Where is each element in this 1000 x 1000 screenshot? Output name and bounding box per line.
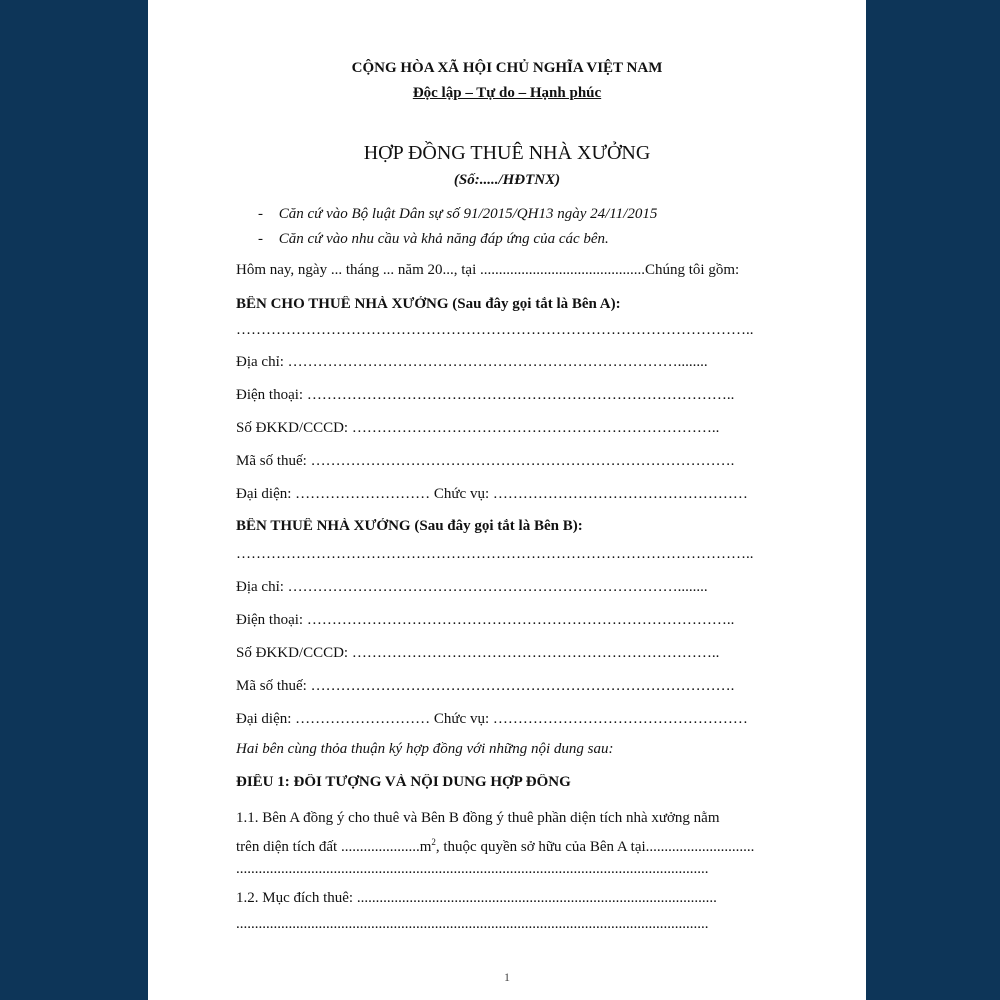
party-a-business-id-field: Số ĐKKD/CCCD: ……………………………………………………………….. [236, 420, 720, 436]
basis-item [258, 231, 609, 248]
party-a-name-field: ………………………………………………………………………………………….. [236, 322, 754, 338]
document-title: HỢP ĐỒNG THUÊ NHÀ XƯỞNG [363, 142, 651, 164]
national-title: CỘNG HÒA XÃ HỘI CHỦ NGHĨA VIỆT NAM [351, 60, 663, 76]
square-unit-superscript: 2 [431, 837, 436, 847]
party-b-business-id-field: Số ĐKKD/CCCD: ……………………………………………………………….. [236, 645, 720, 661]
basis-item [258, 206, 657, 223]
clause-1-1-line-1: 1.1. Bên A đồng ý cho thuê và Bên B đồng ý thuê phần diện tích nhà xưởng nằm [236, 810, 720, 826]
clause-1-2-line-2: .............................................................................................................................. [236, 916, 709, 932]
party-a-heading: BÊN CHO THUÊ NHÀ XƯỞNG (Sau đây gọi tắt là Bên A): [236, 296, 621, 312]
party-a-address-field: Địa chỉ: ……………………………………………………………………........ [236, 354, 708, 370]
motto-wrapper [148, 84, 866, 102]
clause-1-1-ownership-text: , thuộc quyền sở hữu của Bên A tại............................. [435, 839, 755, 855]
party-a-tax-code-field: Mã số thuế: …………………………………………………………………………. [236, 453, 735, 469]
party-b-tax-code-field: Mã số thuế: …………………………………………………………………………. [236, 678, 735, 694]
basis-text: Căn cứ vào nhu cầu và khả năng đáp ứng của các bên. [278, 231, 609, 247]
clause-1-2: 1.2. Mục đích thuê: ................................................................................................ [236, 890, 717, 906]
document-page [148, 0, 866, 1000]
clause-1-1-area-text: trên diện tích đất .....................m [236, 839, 432, 855]
clause-1-1-line-2 [236, 837, 808, 856]
party-a-representative-field: Đại diện: ……………………… Chức vụ: …………………………………………… [236, 486, 748, 502]
party-b-address-field: Địa chỉ: ……………………………………………………………………........ [236, 579, 708, 595]
bullet: - [258, 231, 263, 247]
date-line: Hôm nay, ngày ... tháng ... năm 20..., tại ............................................Chúng tôi gồm: [236, 262, 740, 278]
bullet: - [258, 206, 263, 222]
party-b-representative-field: Đại diện: ……………………… Chức vụ: …………………………………………… [236, 711, 748, 727]
article-1-heading: ĐIỀU 1: ĐỐI TƯỢNG VÀ NỘI DUNG HỢP ĐỒNG [236, 774, 571, 790]
clause-1-1-line-3: .............................................................................................................................. [236, 861, 709, 877]
party-a-phone-field: Điện thoại: ………………………………………………………………………….. [236, 387, 735, 403]
agreement-intro: Hai bên cùng thỏa thuận ký hợp đồng với những nội dung sau: [236, 741, 614, 757]
party-b-heading: BÊN THUÊ NHÀ XƯỞNG (Sau đây gọi tắt là Bên B): [236, 518, 583, 534]
basis-text: Căn cứ vào Bộ luật Dân sự số 91/2015/QH13 ngày 24/11/2015 [278, 206, 658, 222]
party-b-phone-field: Điện thoại: ………………………………………………………………………….. [236, 612, 735, 628]
motto: Độc lập – Tự do – Hạnh phúc [412, 85, 602, 101]
party-b-name-field: ………………………………………………………………………………………….. [236, 546, 754, 562]
page-number: 1 [504, 970, 510, 984]
document-number: (Số:...../HĐTNX) [453, 172, 561, 188]
